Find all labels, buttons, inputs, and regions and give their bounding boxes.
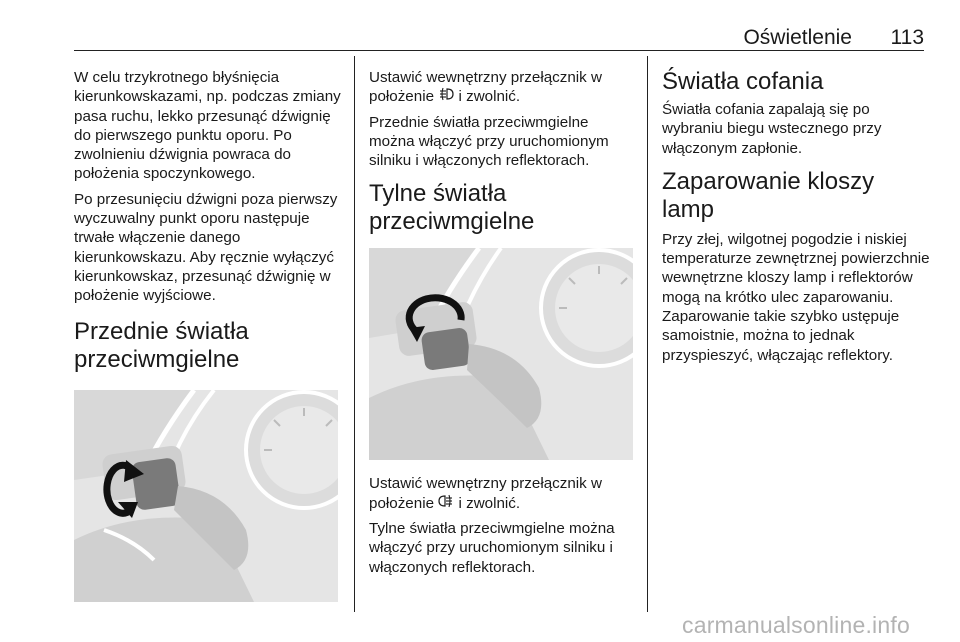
watermark: carmanualsonline.info bbox=[682, 612, 910, 638]
column-1 bbox=[74, 68, 344, 612]
heading-front-fog-lights: Przednie światła przeciwmgielne bbox=[74, 317, 249, 373]
heading-reversing-lights: Światła cofania bbox=[662, 68, 824, 95]
column-divider bbox=[354, 56, 355, 612]
paragraph-rear-fog-instruction: Ustawić wewnętrzny przełącznik w położenie i zwolnić. bbox=[369, 475, 602, 512]
section-title: Oświetlenie bbox=[743, 26, 852, 49]
column-2 bbox=[369, 68, 633, 583]
paragraph-reversing-lights: Światła cofania zapalają się po wybraniu biegu wstecznego przy włączonym zapłonie. bbox=[662, 101, 882, 157]
rear-fog-light-icon bbox=[438, 494, 454, 513]
paragraph-permanent-indicator: Po przesunięciu dźwigni poza pierwszy wyczuwalny punkt oporu następuje trwałe włączenie danego kierunkowskazu. Aby ręcznie wyłączyć kierunkowskaz, przesunąć dźwignię w położenie wyjściowe. bbox=[74, 190, 338, 305]
header-rule bbox=[74, 50, 924, 51]
front-fog-switch-illustration bbox=[74, 390, 338, 602]
heading-fogged-lamp-covers: Zaparowanie kloszy lamp bbox=[662, 167, 875, 223]
rear-fog-switch-illustration bbox=[369, 248, 633, 460]
paragraph-fogged-lamp-covers: Przy złej, wilgotnej pogodzie i niskiej temperaturze zewnętrznej powierzchnie wewnętrzne kloszy lamp i reflektorów mogą na krótko ulec zaparowaniu. Zaparowanie takie szybko ustępuje samoistnie, można to jednak przyspieszyć, włączając reflektory. bbox=[662, 230, 930, 364]
column-divider bbox=[647, 56, 648, 612]
column-3 bbox=[662, 68, 930, 371]
front-fog-light-icon bbox=[438, 87, 454, 106]
paragraph-triple-flash: W celu trzykrotnego błyśnięcia kierunkowskazami, np. podczas zmiany pasa ruchu, lekko przesunąć dźwignię do pierwszego punktu oporu. Po zwolnieniu dźwignia powraca do położenia spoczynkowego. bbox=[74, 69, 341, 183]
paragraph-rear-fog-condition: Tylne światła przeciwmgielne można włączyć przy uruchomionym silniku i włączonych reflektorach. bbox=[369, 520, 615, 576]
paragraph-front-fog-condition: Przednie światła przeciwmgielne można włączyć przy uruchomionym silniku i włączonych reflektorach. bbox=[369, 113, 609, 170]
page-header bbox=[0, 0, 960, 56]
paragraph-front-fog-instruction: Ustawić wewnętrzny przełącznik w położenie i zwolnić. bbox=[369, 69, 602, 106]
heading-rear-fog-lights: Tylne światła przeciwmgielne bbox=[369, 180, 535, 236]
page-number: 113 bbox=[890, 26, 924, 49]
